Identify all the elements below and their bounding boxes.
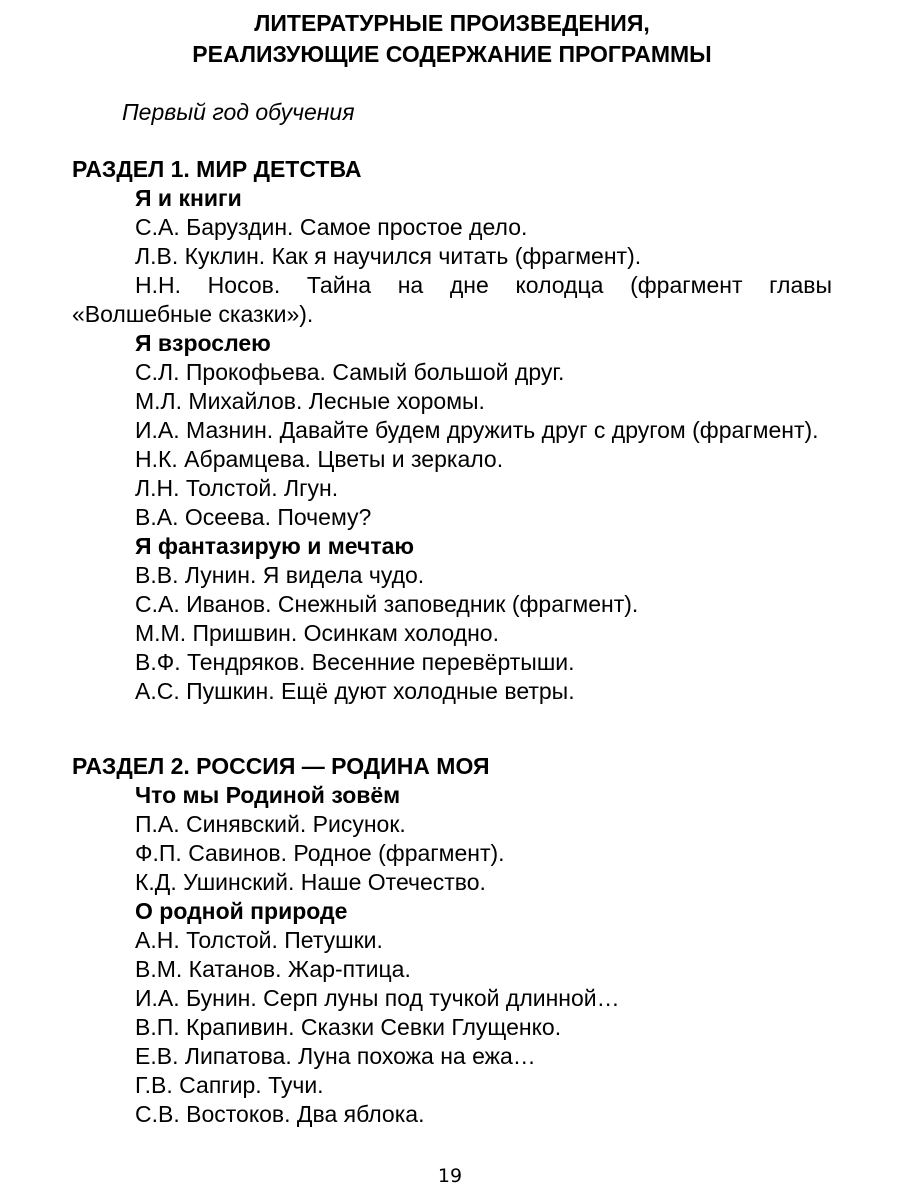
list-item: П.А. Синявский. Рисунок.: [135, 811, 406, 837]
list-item: В.В. Лунин. Я видела чудо.: [135, 562, 425, 588]
list-item: М.М. Пришвин. Осинкам холодно.: [135, 620, 499, 646]
list-item: Е.В. Липатова. Луна похожа на ежа…: [135, 1043, 536, 1069]
list-item: А.С. Пушкин. Ещё дуют холодные ветры.: [135, 678, 575, 704]
list-item: В.П. Крапивин. Сказки Севки Глущенко.: [135, 1014, 562, 1040]
list-item: Н.К. Абрамцева. Цветы и зеркало.: [135, 446, 504, 472]
page-title-line-2: РЕАЛИЗУЮЩИЕ СОДЕРЖАНИЕ ПРОГРАММЫ: [192, 41, 712, 67]
group-heading: Что мы Родиной зовём: [135, 782, 401, 808]
group-heading: Я фантазирую и мечтаю: [135, 533, 415, 559]
page-title-line-1: ЛИТЕРАТУРНЫЕ ПРОИЗВЕДЕНИЯ,: [254, 10, 650, 36]
list-item: Ф.П. Савинов. Родное (фрагмент).: [135, 840, 505, 866]
group-heading: Я и книги: [135, 185, 242, 211]
section-2: [72, 752, 832, 1129]
list-item: С.Л. Прокофьева. Самый большой друг.: [135, 359, 565, 385]
section-1: [72, 155, 832, 706]
section-heading: РАЗДЕЛ 2. РОССИЯ — РОДИНА МОЯ: [72, 753, 490, 779]
list-item: Н.Н. Носов. Тайна на дне колодца (фрагмент главы «Волшебные сказки»).: [72, 272, 832, 327]
list-item: В.М. Катанов. Жар-птица.: [135, 956, 411, 982]
page-title: [72, 8, 832, 70]
list-item: Л.Н. Толстой. Лгун.: [135, 475, 339, 501]
list-item: М.Л. Михайлов. Лесные хоромы.: [135, 388, 485, 414]
group-heading: О родной природе: [135, 898, 348, 924]
list-item: С.А. Баруздин. Самое простое дело.: [135, 214, 528, 240]
section-heading: РАЗДЕЛ 1. МИР ДЕТСТВА: [72, 156, 362, 182]
list-item: С.В. Востоков. Два яблока.: [135, 1101, 425, 1127]
list-item: К.Д. Ушинский. Наше Отечество.: [135, 869, 486, 895]
list-item: Л.В. Куклин. Как я научился читать (фрагмент).: [135, 243, 642, 269]
list-item: Г.В. Сапгир. Тучи.: [135, 1072, 324, 1098]
list-item: И.А. Бунин. Серп луны под тучкой длинной…: [135, 985, 620, 1011]
list-item: В.Ф. Тендряков. Весенние перевёртыши.: [135, 649, 575, 675]
list-item: А.Н. Толстой. Петушки.: [135, 927, 383, 953]
page-number: 19: [437, 1165, 463, 1187]
list-item: И.А. Мазнин. Давайте будем дружить друг с другом (фрагмент).: [135, 417, 819, 443]
list-item: В.А. Осеева. Почему?: [135, 504, 372, 530]
group-heading: Я взрослею: [135, 330, 271, 356]
list-item: С.А. Иванов. Снежный заповедник (фрагмент).: [135, 591, 639, 617]
year-subtitle: Первый год обучения: [122, 99, 355, 125]
